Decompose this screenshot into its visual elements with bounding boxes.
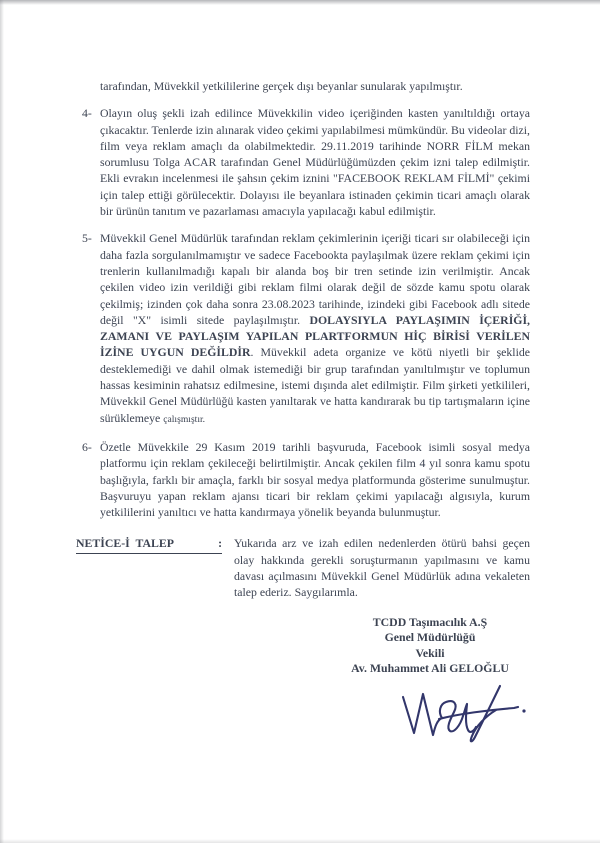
scan-edge-bottom <box>0 839 600 843</box>
signature-line-company: TCDD Taşımacılık A.Ş <box>372 614 488 629</box>
item-text <box>100 106 530 218</box>
numbered-item-6 <box>82 439 530 520</box>
item-number: 4- <box>82 106 92 121</box>
conclusion-section <box>76 535 530 600</box>
item-number: 5- <box>82 231 92 246</box>
paragraph-continuation: tarafından, Müvekkil yetkililerine gerçek dışı beyanlar sunularak yapılmıştır. <box>100 79 463 93</box>
text-segment: Müvekkil Genel Müdürlük tarafından reklam çekimlerinin içeriği ticari sır olabileceği için daha fazla sorgulanılmamıştır ve sadece Facebookta paylaşılmak üzere reklam çekimi için trenlerin kullanılmadığı kapalı bir alanda boş bir tren setinde izin verilmiştir. Ancak çekilen video izin verildiği gibi reklam filmi olarak değil de sözde kamu spotu olarak çekilmiş; izinden çok daha sonra 23.08.2023 tarihinde, izindeki gibi Facebook adlı sitede değil "X" isimli sitede paylaşılmıştır. <box>100 231 530 327</box>
conclusion-text: Yukarıda arz ve izah edilen nedenlerden ötürü bahsi geçen olay hakkında gerekli soruşturmanın yapılmasını ve kamu davası açılmasını Müvekkil Genel Müdürlük adına vekaleten talep ederiz. Saygılarımla. <box>234 536 530 600</box>
signature-line-directorate: Genel Müdürlüğü <box>384 630 476 645</box>
signature-line-role: Vekili <box>415 645 445 660</box>
numbered-item-5 <box>82 230 530 428</box>
text-segment: DOLAYSIYLA PAYLAŞIMIN İÇERİĞİ, ZAMANI VE PAYLAŞIM YAPILAN PLARTFORMUN HİÇ BİRİSİ VERİLEN İZİNE UYGUN DEĞİLDİR <box>100 312 530 360</box>
numbered-item-4 <box>82 105 530 219</box>
item-text <box>100 440 530 519</box>
item-number: 6- <box>82 439 92 454</box>
conclusion-colon: : <box>218 536 222 551</box>
conclusion-label <box>76 535 222 553</box>
handwritten-signature-icon <box>396 683 528 745</box>
text-segment: Özetle Müvekkile 29 Kasım 2019 tarihli başvuruda, Facebook isimli sosyal medya platformu için reklam çekileceği belirtilmiştir. Ancak çekilen film 4 yıl sonra kamu spotu başlığıyla, farklı bir amaçla, farklı bir sosyal medya platformunda gösterime sunulmuştur. Başvuruyu yapan reklam ajansı ticari bir reklam çekimi yapılacağı algısıyla, kurum yetkililerini yanıltıcı ve hatta kandırmaya yönelik beyanda bulunmuştur. <box>100 439 530 520</box>
item-text <box>100 231 530 424</box>
text-segment: Olayın oluş şekli izah edilince Müvekkilin video içeriğinden kasten yanıltıldığı ortaya çıkacaktır. Tenlerde izin alınarak video çekimi yapılabilmesi mümkündür. Bu videolar dizi, film veya reklam amaçlı da olabilmektedir. 29.11.2019 tarihinde NORR FİLM mekan sorumlusu Tolga ACAR tarafından Genel Müdürlüğümüzden çekim izni talep edilmiştir. Ekli evrakın incelenmesi ile şahsın çekim iznini "FACEBOOK REKLAM FİLMİ" çekimi için talep ettiği görülecektir. Dolayısı ile beyanlara istinaden çekimin ticari amaçlı olarak bir ürünün tanıtım ve pazarlaması amacıyla yapılacağı kabul edilmiştir. <box>100 106 530 219</box>
signature-line-attorney: Av. Muhammet Ali GELOĞLU <box>351 661 509 676</box>
text-segment: çalışmıştır. <box>163 413 206 425</box>
conclusion-label-text: NETİCE-İ TALEP <box>76 536 174 551</box>
text-segment: . Müvekkil adeta organize ve kötü niyetli bir şeklide desteklemediği ve dahil olmak istemediği bir grup tarafından yanıltılmıştır ve toplumun hassas kesiminin rahatsız edilmesine, istemi dışında alet edilmiştir. Film şirketi yetkilileri, Müvekkil Genel Müdürlüğü kasten yanıltarak ve hatta kandırarak bu tip tartışmaların içine sürüklemeye <box>100 345 530 425</box>
signature-block <box>328 615 532 677</box>
